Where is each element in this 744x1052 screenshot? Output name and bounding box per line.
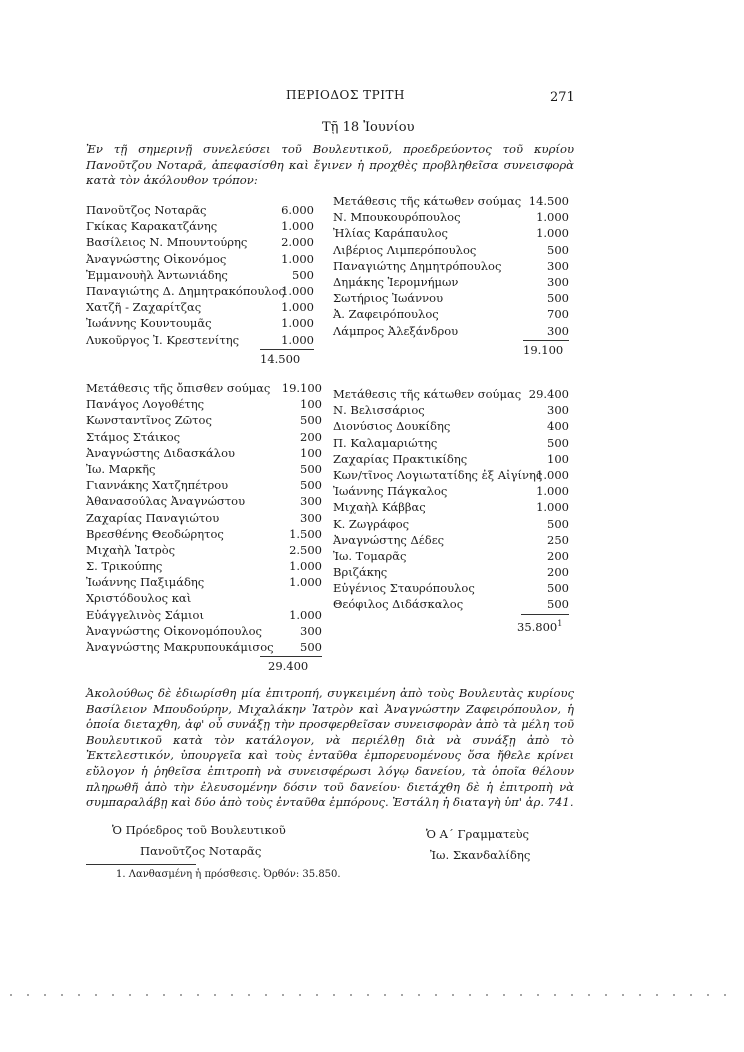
contribution-amount: 500 <box>547 581 569 596</box>
contributor-name: Πανάγος Λογοθέτης <box>86 397 205 412</box>
contribution-amount: 200 <box>547 548 569 563</box>
ledger-row <box>333 580 569 596</box>
contribution-amount: 300 <box>547 403 569 418</box>
contributor-name: Βασίλειος Ν. Μπουντούρης <box>86 235 248 250</box>
total-amount <box>517 615 562 636</box>
contributor-name: Ἰω. Τομαρᾶς <box>333 548 407 563</box>
contributor-name: Ἀναγνώστης Μακρυπουκάμισος <box>86 640 274 654</box>
ledger-top-left <box>86 202 314 366</box>
contributor-name: Γκίκας Καρακατζάνης <box>86 219 218 234</box>
ledger-row <box>86 542 322 558</box>
scan-dot <box>707 994 709 996</box>
contribution-amount: 1.000 <box>281 332 314 347</box>
contribution-amount: 300 <box>547 323 569 338</box>
ledger-row <box>333 532 569 548</box>
ledger-row <box>86 429 322 445</box>
contribution-amount: 500 <box>547 597 569 612</box>
ledger-row <box>86 607 322 623</box>
contributor-name: Ζαχαρίας Παναγιώτου <box>86 510 220 525</box>
contribution-amount: 500 <box>300 461 322 476</box>
signature-right-name: Ἰω. Σκανδαλίδης <box>430 848 531 862</box>
closing-paragraph: Ἀκολούθως δὲ ἐδιωρίσθη μία ἐπιτροπή, συγκειμένη ἀπὸ τοὺς Βουλευτὰς κυρίους Βασίλειον Μπουδούρην, Μιχαλάκην Ἰατρὸν καὶ Ἀναγνώστην Ζαφειρόπουλον, ἡ ὁποία διεταχθη, ἀφ' οὗ συνάξῃ τὴν προσφερθεῖσαν συνεισφορὰν ἀπὸ τὰ μέλη τοῦ Βουλευτικοῦ κατὰ τὸν κατάλογον, νὰ περιέλθῃ διὰ νὰ συνάξῃ ἀπὸ τὸ Ἐκτελεστικόν, ὑπουργεῖα καὶ τοὺς ἐνταῦθα ἐμπορευομένους ὅσα ἤθελε κρίνει εὔλογον ἡ ῥηθεῖσα ἐπιτροπὴ νὰ συνεισφέρωσι λόγῳ δανείου, τὰ ὁποῖα θέλουν πληρωθῆ ἀπὸ τὴν ἐλευσομένην δόσιν τοῦ δανείου· διετάχθη δὲ ἡ ἐπιτροπὴ νὰ συμπαραλάβῃ καὶ δύο ἀπὸ τοὺς ἐνταῦθα ἐμπόρους. Ἐστάλη ἡ διαταγὴ ὑπ' ἀρ. 741. <box>86 686 574 810</box>
scan-dot <box>180 994 182 996</box>
contribution-amount: 500 <box>300 478 322 493</box>
contribution-amount: 300 <box>300 510 322 525</box>
scan-dot <box>231 994 233 996</box>
scan-dot <box>571 994 573 996</box>
contribution-amount: 500 <box>547 291 569 306</box>
ledger-row <box>86 461 322 477</box>
contribution-amount: 1.500 <box>289 526 322 541</box>
ledger-row <box>333 242 569 258</box>
scan-dot <box>367 994 369 996</box>
ledger-row <box>333 209 569 225</box>
ledger-row <box>333 323 569 339</box>
ledger-row <box>86 202 314 218</box>
contribution-amount: 300 <box>547 258 569 273</box>
scan-dot <box>622 994 624 996</box>
ledger-row <box>333 548 569 564</box>
contributor-name: Λυκοῦργος Ἰ. Κρεστενίτης <box>86 332 240 347</box>
contribution-amount: 700 <box>547 307 569 322</box>
contribution-amount: 1.000 <box>536 226 569 241</box>
scan-dot <box>112 994 114 996</box>
contribution-amount: 100 <box>300 445 322 460</box>
total-value: 14.500 <box>260 351 301 366</box>
scan-dot <box>163 994 165 996</box>
contributor-name: Διονύσιος Δουκίδης <box>333 419 451 434</box>
ledger-total <box>86 348 314 366</box>
contribution-amount: 1.000 <box>536 467 569 482</box>
contributor-name: Ἰωάννης Κουντουμᾶς <box>86 316 212 331</box>
scan-dot <box>129 994 131 996</box>
ledger-row <box>86 396 322 412</box>
total-value: 29.400 <box>268 659 309 674</box>
contribution-amount: 1.000 <box>281 283 314 298</box>
contributor-name: Ἀναγνώστης Οἰκονομόπουλος <box>86 623 262 638</box>
scan-dot <box>418 994 420 996</box>
ledger-top-right <box>333 193 569 357</box>
running-head: ΠΕΡΙΟΔΟΣ ΤΡΙΤΗ <box>286 88 405 102</box>
scan-dot <box>673 994 675 996</box>
ledger-row <box>86 493 322 509</box>
scan-dot <box>520 994 522 996</box>
contributor-name: Π. Καλαμαριώτης <box>333 435 438 450</box>
scan-dot <box>78 994 80 996</box>
ledger-row <box>86 299 314 315</box>
scan-dot <box>265 994 267 996</box>
scan-dot <box>10 994 12 996</box>
contributor-name: Ἀθανασούλας Ἀναγνώστου <box>86 494 246 509</box>
contribution-amount: 2.500 <box>289 542 322 557</box>
contributor-name: Παναγιώτης Δ. Δημητρακόπουλος <box>86 283 285 298</box>
contribution-amount: 19.100 <box>281 381 322 395</box>
contribution-amount: 29.400 <box>528 387 569 401</box>
contribution-amount: 200 <box>300 429 322 444</box>
scan-dot <box>299 994 301 996</box>
ledger-row <box>86 412 322 428</box>
ledger-bottom-right <box>333 386 569 634</box>
ledger-row <box>86 477 322 493</box>
contribution-amount: 400 <box>547 419 569 434</box>
contribution-amount: 100 <box>547 451 569 466</box>
ledger-row <box>333 225 569 241</box>
scan-dot <box>248 994 250 996</box>
contributor-name: Χριστόδουλος καὶ <box>86 591 192 606</box>
total-value: 19.100 <box>523 342 564 357</box>
contributor-name: Μετάθεσις τῆς ὄπισθεν σούμας <box>86 381 271 395</box>
ledger-row <box>333 451 569 467</box>
contribution-amount: 1.000 <box>289 607 322 622</box>
ledger-row <box>86 510 322 526</box>
ledger-row <box>86 445 322 461</box>
ledger-row <box>333 483 569 499</box>
scan-dot <box>605 994 607 996</box>
contribution-amount: 300 <box>547 274 569 289</box>
contributor-name: Μετάθεσις τῆς κάτωθεν σούμας <box>333 387 522 401</box>
ledger-row <box>86 283 314 299</box>
contribution-amount: 300 <box>300 494 322 509</box>
contributor-name: Σωτήριος Ἰωάννου <box>333 291 444 306</box>
ledger-row <box>86 623 322 639</box>
ledger-row <box>333 435 569 451</box>
contributor-name: Χατζῆ - Ζαχαρίτζας <box>86 300 202 315</box>
contribution-amount: 2.000 <box>281 235 314 250</box>
scan-dot <box>503 994 505 996</box>
contributor-name: Ἐμμανουὴλ Ἀντωνιάδης <box>86 267 228 282</box>
contributor-name: Ν. Μπουκουρόπουλος <box>333 210 461 225</box>
scan-dot <box>282 994 284 996</box>
ledger-row <box>333 258 569 274</box>
contribution-amount: 250 <box>547 532 569 547</box>
total-value: 35.800 <box>517 619 558 634</box>
ledger-row <box>333 306 569 322</box>
contributor-name: Ν. Βελισσάριος <box>333 403 425 418</box>
scan-dot <box>537 994 539 996</box>
contribution-amount: 1.000 <box>289 575 322 590</box>
signature-left <box>112 820 286 862</box>
contributor-name: Βρεσθένης Θεοδώρητος <box>86 526 224 541</box>
ledger-row <box>333 516 569 532</box>
footnote-rule <box>86 864 196 865</box>
contributor-name: Ἀναγνώστης Δέδες <box>333 532 445 547</box>
scan-artifact-dots <box>0 994 744 998</box>
scan-dot <box>27 994 29 996</box>
contributor-name: Ἀ. Ζαφειρόπουλος <box>333 307 439 322</box>
scan-dot <box>690 994 692 996</box>
scan-dot <box>435 994 437 996</box>
contribution-amount: 1.000 <box>536 500 569 515</box>
contribution-amount: 500 <box>300 640 322 654</box>
ledger-row <box>86 526 322 542</box>
contributor-name: Ἰωάννης Πάγκαλος <box>333 484 448 499</box>
ledger-row <box>333 499 569 515</box>
ledger-row <box>86 590 322 606</box>
contributor-name: Εὐγένιος Σταυρόπουλος <box>333 581 475 596</box>
ledger-row <box>86 558 322 574</box>
scan-dot <box>61 994 63 996</box>
intro-paragraph: Ἐν τῇ σημερινῇ συνελεύσει τοῦ Βουλευτικοῦ, προεδρεύοντος τοῦ κυρίου Πανοῦτζου Νοταρᾶ, ἀπεφασίσθη καὶ ἔγινεν ἡ προχθὲς προβληθεῖσα συνεισφορὰ κατὰ τὸν ἀκόλουθον τρόπον: <box>86 142 574 188</box>
contributor-name: Θεόφιλος Διδάσκαλος <box>333 597 464 612</box>
contribution-amount: 500 <box>300 413 322 428</box>
contribution-amount: 14.500 <box>528 194 569 208</box>
scan-dot <box>214 994 216 996</box>
contribution-amount: 1.000 <box>281 300 314 315</box>
contributor-name: Εὐάγγελινὸς Σάμιοι <box>86 607 204 622</box>
scan-dot <box>656 994 658 996</box>
scan-dot <box>588 994 590 996</box>
page-number: 271 <box>550 90 575 105</box>
contributor-name: Κωνσταντῖνος Ζῶτος <box>86 413 212 428</box>
ledger-row <box>333 193 569 209</box>
scan-dot <box>146 994 148 996</box>
scan-dot <box>350 994 352 996</box>
ledger-row <box>86 315 314 331</box>
ledger-row <box>86 574 322 590</box>
total-amount <box>268 657 308 675</box>
contribution-amount: 1.000 <box>536 484 569 499</box>
contribution-amount: 500 <box>547 242 569 257</box>
contributor-name: Σ. Τρικούπης <box>86 559 163 574</box>
total-amount <box>523 341 563 359</box>
contributor-name: Λάμπρος Ἀλεξάνδρου <box>333 323 459 338</box>
scan-dot <box>401 994 403 996</box>
contributor-name: Ἰω. Μαρκῆς <box>86 461 156 476</box>
contributor-name: Κ. Ζωγράφος <box>333 516 410 531</box>
contribution-amount: 1.000 <box>536 210 569 225</box>
contributor-name: Ζαχαρίας Πρακτικίδης <box>333 451 468 466</box>
contributor-name: Μιχαὴλ Ἰατρὸς <box>86 542 176 557</box>
scan-dot <box>95 994 97 996</box>
scan-dot <box>316 994 318 996</box>
ledger-row <box>333 596 569 612</box>
ledger-row <box>86 234 314 250</box>
ledger-row <box>86 380 322 396</box>
ledger-row <box>333 564 569 580</box>
contributor-name: Δημάκης Ἱερομνήμων <box>333 274 459 289</box>
scan-dot <box>639 994 641 996</box>
contributor-name: Λιβέριος Λιμπερόπουλος <box>333 242 477 257</box>
date-heading: Τῇ 18 Ἰουνίου <box>322 120 415 135</box>
contribution-amount: 100 <box>300 397 322 412</box>
contribution-amount: 1.000 <box>281 219 314 234</box>
scan-dot <box>469 994 471 996</box>
contribution-amount: 6.000 <box>281 203 314 217</box>
contributor-name: Στάμος Στάικος <box>86 429 181 444</box>
scan-dot <box>452 994 454 996</box>
ledger-total <box>86 655 322 673</box>
scan-dot <box>486 994 488 996</box>
contribution-amount: 1.000 <box>289 559 322 574</box>
ledger-row <box>333 386 569 402</box>
ledger-row <box>86 218 314 234</box>
contribution-amount: 300 <box>300 623 322 638</box>
contribution-amount: 500 <box>547 435 569 450</box>
contributor-name: Παναγιώτης Δημητρόπουλος <box>333 258 502 273</box>
contributor-name: Ἀναγνώστης Οἰκονόμος <box>86 251 227 266</box>
signature-right-title: Ὁ Α΄ Γραμματεὺς <box>426 827 530 841</box>
signature-left-name: Πανοῦτζος Νοταρᾶς <box>140 844 262 858</box>
contribution-amount: 1.000 <box>281 251 314 266</box>
scan-dot <box>44 994 46 996</box>
ledger-row <box>333 402 569 418</box>
signature-right <box>426 824 530 866</box>
scan-dot <box>197 994 199 996</box>
contribution-amount: 500 <box>292 267 314 282</box>
scan-dot <box>333 994 335 996</box>
contributor-name: Γιαννάκης Χατζηπέτρου <box>86 478 229 493</box>
scan-dot <box>724 994 726 996</box>
ledger-row <box>86 332 314 348</box>
ledger-row <box>333 290 569 306</box>
contributor-name: Μετάθεσις τῆς κάτωθεν σούμας <box>333 194 522 208</box>
contribution-amount: 200 <box>547 565 569 580</box>
ledger-row <box>333 467 569 483</box>
ledger-row <box>86 267 314 283</box>
contributor-name: Ἀναγνώστης Διδασκάλου <box>86 445 236 460</box>
footnote-mark: 1 <box>557 618 563 628</box>
footnote: 1. Λανθασμένη ἡ πρόσθεσις. Ὀρθόν: 35.850. <box>116 869 341 880</box>
total-amount <box>260 350 300 368</box>
ledger-row <box>86 251 314 267</box>
contributor-name: Ἰωάννης Παξιμάδης <box>86 575 205 590</box>
contributor-name: Κων/τῖνος Λογιωτατίδης ἐξ Αἰγίνης <box>333 467 543 482</box>
ledger-row <box>86 639 322 655</box>
ledger-row <box>333 418 569 434</box>
contribution-amount: 500 <box>547 516 569 531</box>
signature-left-title: Ὁ Πρόεδρος τοῦ Βουλευτικοῦ <box>112 823 286 837</box>
contribution-amount: 1.000 <box>281 316 314 331</box>
ledger-bottom-left <box>86 380 322 673</box>
contributor-name: Ἠλίας Καράπαυλος <box>333 226 448 241</box>
scan-dot <box>554 994 556 996</box>
ledger-total <box>333 613 569 634</box>
contributor-name: Πανοῦτζος Νοταρᾶς <box>86 203 207 217</box>
ledger-row <box>333 274 569 290</box>
contributor-name: Μιχαὴλ Κάββας <box>333 500 426 515</box>
ledger-total <box>333 339 569 357</box>
scan-dot <box>384 994 386 996</box>
contributor-name: Βριζάκης <box>333 565 388 580</box>
